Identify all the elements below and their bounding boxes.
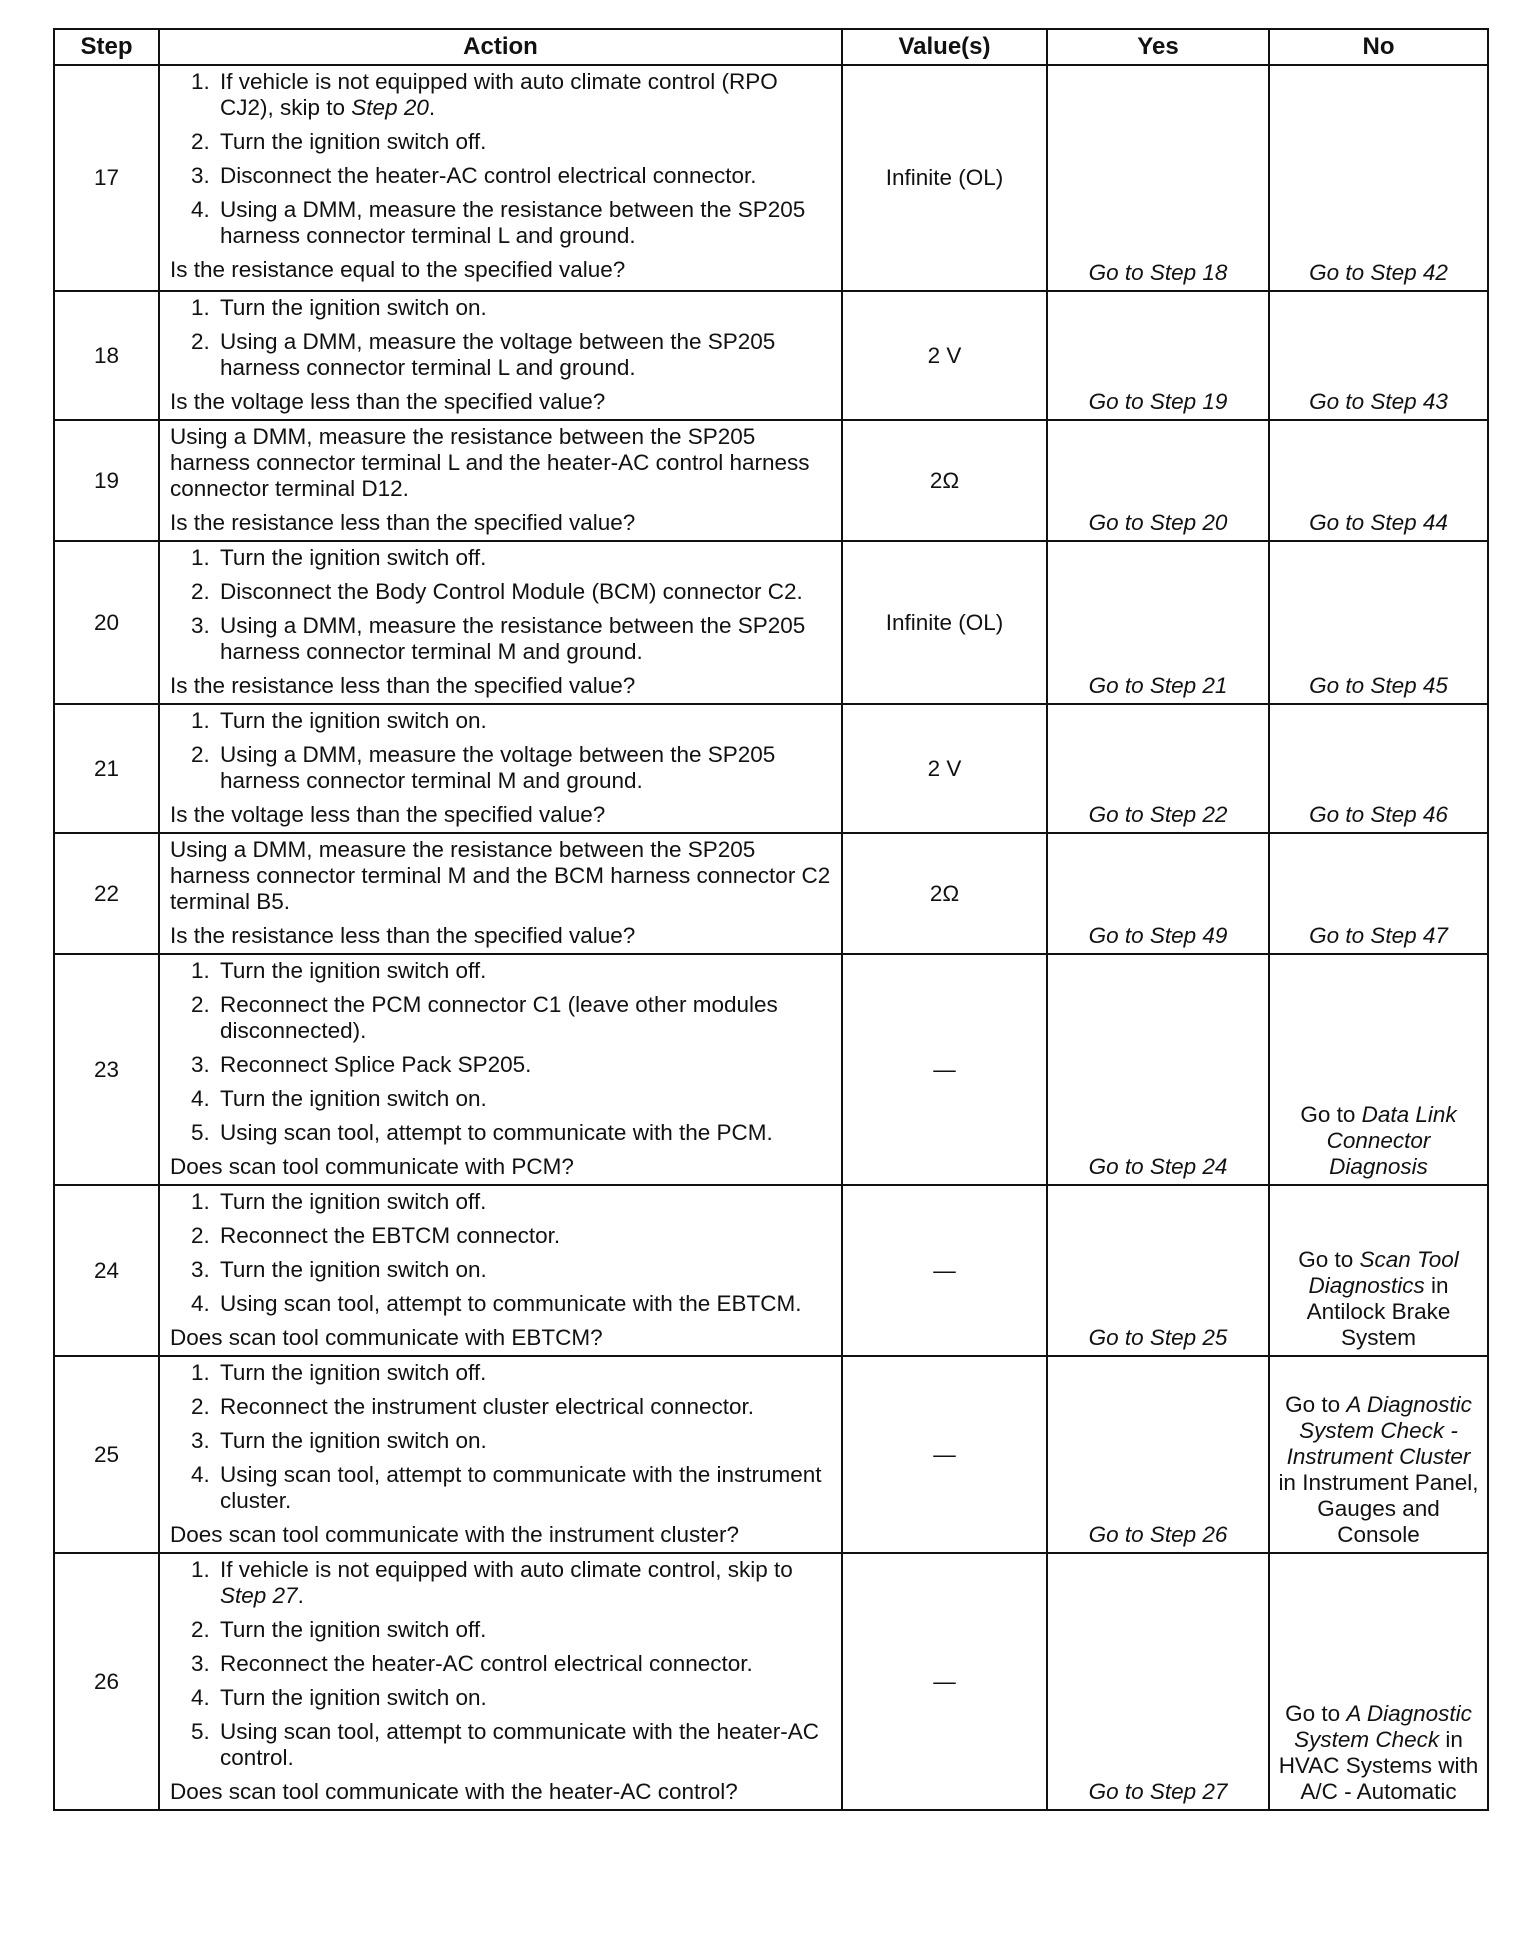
action-item: 5. Using scan tool, attempt to communicate with the PCM.	[216, 1120, 833, 1146]
action-list	[170, 545, 833, 665]
diagnostic-table-sheet	[53, 28, 1487, 1811]
step-reference: Step 20	[351, 95, 429, 120]
no-cell	[1269, 1553, 1488, 1810]
action-item: 2. Turn the ignition switch off.	[216, 129, 833, 155]
action-item: 1. Turn the ignition switch on.	[216, 708, 833, 734]
value-cell: 2Ω	[842, 420, 1047, 541]
action-item: 3. Reconnect Splice Pack SP205.	[216, 1052, 833, 1078]
no-cell	[1269, 954, 1488, 1185]
table-row	[54, 704, 1488, 833]
action-item: 2. Reconnect the PCM connector C1 (leave other modules disconnected).	[216, 992, 833, 1044]
yes-cell: Go to Step 20	[1047, 420, 1269, 541]
action-cell	[159, 954, 842, 1185]
action-question: Does scan tool communicate with the heater-AC control?	[170, 1779, 738, 1804]
action-item: 3. Reconnect the heater-AC control electrical connector.	[216, 1651, 833, 1677]
yes-cell: Go to Step 18	[1047, 65, 1269, 291]
no-prefix: Go to	[1298, 1247, 1354, 1272]
no-link: Scan Tool Diagnostics	[1308, 1247, 1459, 1298]
action-item: 5. Using scan tool, attempt to communicate with the heater-AC control.	[216, 1719, 833, 1771]
yes-cell: Go to Step 27	[1047, 1553, 1269, 1810]
yes-cell: Go to Step 22	[1047, 704, 1269, 833]
action-list	[170, 295, 833, 381]
action-list	[170, 708, 833, 794]
step-number: 24	[54, 1185, 159, 1356]
action-item: 3. Turn the ignition switch on.	[216, 1257, 833, 1283]
step-number: 18	[54, 291, 159, 420]
yes-cell: Go to Step 25	[1047, 1185, 1269, 1356]
step-number: 21	[54, 704, 159, 833]
header-step: Step	[54, 29, 159, 65]
action-cell	[159, 704, 842, 833]
action-cell	[159, 65, 842, 291]
step-number: 19	[54, 420, 159, 541]
no-prefix: Go to	[1285, 1392, 1341, 1417]
no-prefix: Go to	[1285, 1701, 1341, 1726]
action-statement: Using a DMM, measure the resistance between the SP205 harness connector terminal L and the heater-AC control harness connector terminal D12.	[170, 424, 810, 501]
action-cell	[159, 1185, 842, 1356]
no-suffix: in Instrument Panel, Gauges and Console	[1278, 1470, 1479, 1547]
action-item: 2. Disconnect the Body Control Module (BCM) connector C2.	[216, 579, 833, 605]
table-row	[54, 65, 1488, 291]
action-item: 2. Using a DMM, measure the voltage between the SP205 harness connector terminal M and ground.	[216, 742, 833, 794]
no-suffix: in HVAC Systems with A/C - Automatic	[1278, 1727, 1479, 1804]
action-item: 2. Using a DMM, measure the voltage between the SP205 harness connector terminal L and ground.	[216, 329, 833, 381]
yes-cell: Go to Step 26	[1047, 1356, 1269, 1553]
action-item: 4. Turn the ignition switch on.	[216, 1086, 833, 1112]
header-action: Action	[159, 29, 842, 65]
action-question: Is the resistance less than the specified value?	[170, 510, 636, 535]
table-row	[54, 833, 1488, 954]
table-row	[54, 1185, 1488, 1356]
action-item: 2. Turn the ignition switch off.	[216, 1617, 833, 1643]
action-item: 3. Using a DMM, measure the resistance between the SP205 harness connector terminal M and ground.	[216, 613, 833, 665]
action-question: Does scan tool communicate with the instrument cluster?	[170, 1522, 740, 1547]
no-cell: Go to Step 46	[1269, 704, 1488, 833]
value-cell: —	[842, 1553, 1047, 1810]
action-question: Does scan tool communicate with EBTCM?	[170, 1325, 603, 1350]
action-item: 1. Turn the ignition switch off.	[216, 1360, 833, 1386]
step-reference: Step 27	[220, 1583, 298, 1608]
no-cell	[1269, 1185, 1488, 1356]
action-item: 1. Turn the ignition switch off.	[216, 545, 833, 571]
no-cell	[1269, 1356, 1488, 1553]
value-cell: Infinite (OL)	[842, 541, 1047, 704]
table-row	[54, 541, 1488, 704]
action-item: 4. Using scan tool, attempt to communicate with the EBTCM.	[216, 1291, 833, 1317]
action-item: 4. Using a DMM, measure the resistance between the SP205 harness connector terminal L and ground.	[216, 197, 833, 249]
action-item: 2. Reconnect the EBTCM connector.	[216, 1223, 833, 1249]
value-cell: 2Ω	[842, 833, 1047, 954]
value-cell: —	[842, 1356, 1047, 1553]
step-number: 20	[54, 541, 159, 704]
no-cell: Go to Step 43	[1269, 291, 1488, 420]
action-item: 1. Turn the ignition switch on.	[216, 295, 833, 321]
no-cell: Go to Step 47	[1269, 833, 1488, 954]
value-cell: 2 V	[842, 704, 1047, 833]
action-item: 1. Turn the ignition switch off.	[216, 958, 833, 984]
action-item: 4. Turn the ignition switch on.	[216, 1685, 833, 1711]
action-question: Is the resistance equal to the specified value?	[170, 257, 626, 282]
action-question: Is the resistance less than the specified value?	[170, 673, 636, 698]
action-cell	[159, 1356, 842, 1553]
action-list	[170, 69, 833, 249]
action-item: 3. Turn the ignition switch on.	[216, 1428, 833, 1454]
step-number: 25	[54, 1356, 159, 1553]
action-question: Does scan tool communicate with PCM?	[170, 1154, 574, 1179]
table-row	[54, 954, 1488, 1185]
no-link: Data Link Connector Diagnosis	[1326, 1102, 1457, 1179]
value-cell: —	[842, 954, 1047, 1185]
action-item: 4. Using scan tool, attempt to communicate with the instrument cluster.	[216, 1462, 833, 1514]
action-cell	[159, 833, 842, 954]
action-cell	[159, 1553, 842, 1810]
no-link: A Diagnostic System Check	[1294, 1701, 1472, 1752]
table-row	[54, 1356, 1488, 1553]
diagnostic-table	[53, 28, 1489, 1811]
action-item: 1. If vehicle is not equipped with auto climate control (RPO CJ2), skip to Step 20.	[216, 69, 833, 121]
action-statement: Using a DMM, measure the resistance between the SP205 harness connector terminal M and the BCM harness connector C2 terminal B5.	[170, 837, 831, 914]
header-yes: Yes	[1047, 29, 1269, 65]
step-number: 17	[54, 65, 159, 291]
yes-cell: Go to Step 24	[1047, 954, 1269, 1185]
action-item: 2. Reconnect the instrument cluster electrical connector.	[216, 1394, 833, 1420]
value-cell: Infinite (OL)	[842, 65, 1047, 291]
action-list	[170, 1557, 833, 1771]
action-item: 3. Disconnect the heater-AC control electrical connector.	[216, 163, 833, 189]
action-list	[170, 1360, 833, 1514]
yes-cell: Go to Step 49	[1047, 833, 1269, 954]
action-item: 1. Turn the ignition switch off.	[216, 1189, 833, 1215]
action-question: Is the voltage less than the specified value?	[170, 802, 606, 827]
table-header-row	[54, 29, 1488, 65]
value-cell: —	[842, 1185, 1047, 1356]
action-cell	[159, 420, 842, 541]
action-list	[170, 958, 833, 1146]
action-cell	[159, 291, 842, 420]
no-cell: Go to Step 44	[1269, 420, 1488, 541]
no-cell: Go to Step 45	[1269, 541, 1488, 704]
action-question: Is the resistance less than the specified value?	[170, 923, 636, 948]
no-link: A Diagnostic System Check - Instrument Cluster	[1286, 1392, 1472, 1469]
action-cell	[159, 541, 842, 704]
table-body	[54, 65, 1488, 1810]
yes-cell: Go to Step 19	[1047, 291, 1269, 420]
action-question: Is the voltage less than the specified value?	[170, 389, 606, 414]
yes-cell: Go to Step 21	[1047, 541, 1269, 704]
no-suffix: in Antilock Brake System	[1306, 1273, 1451, 1350]
step-number: 26	[54, 1553, 159, 1810]
no-cell: Go to Step 42	[1269, 65, 1488, 291]
table-row	[54, 291, 1488, 420]
table-row	[54, 1553, 1488, 1810]
no-prefix: Go to	[1300, 1102, 1356, 1127]
step-number: 22	[54, 833, 159, 954]
step-number: 23	[54, 954, 159, 1185]
header-no: No	[1269, 29, 1488, 65]
action-list	[170, 1189, 833, 1317]
action-item: 1. If vehicle is not equipped with auto climate control, skip to Step 27.	[216, 1557, 833, 1609]
value-cell: 2 V	[842, 291, 1047, 420]
header-values: Value(s)	[842, 29, 1047, 65]
table-row	[54, 420, 1488, 541]
